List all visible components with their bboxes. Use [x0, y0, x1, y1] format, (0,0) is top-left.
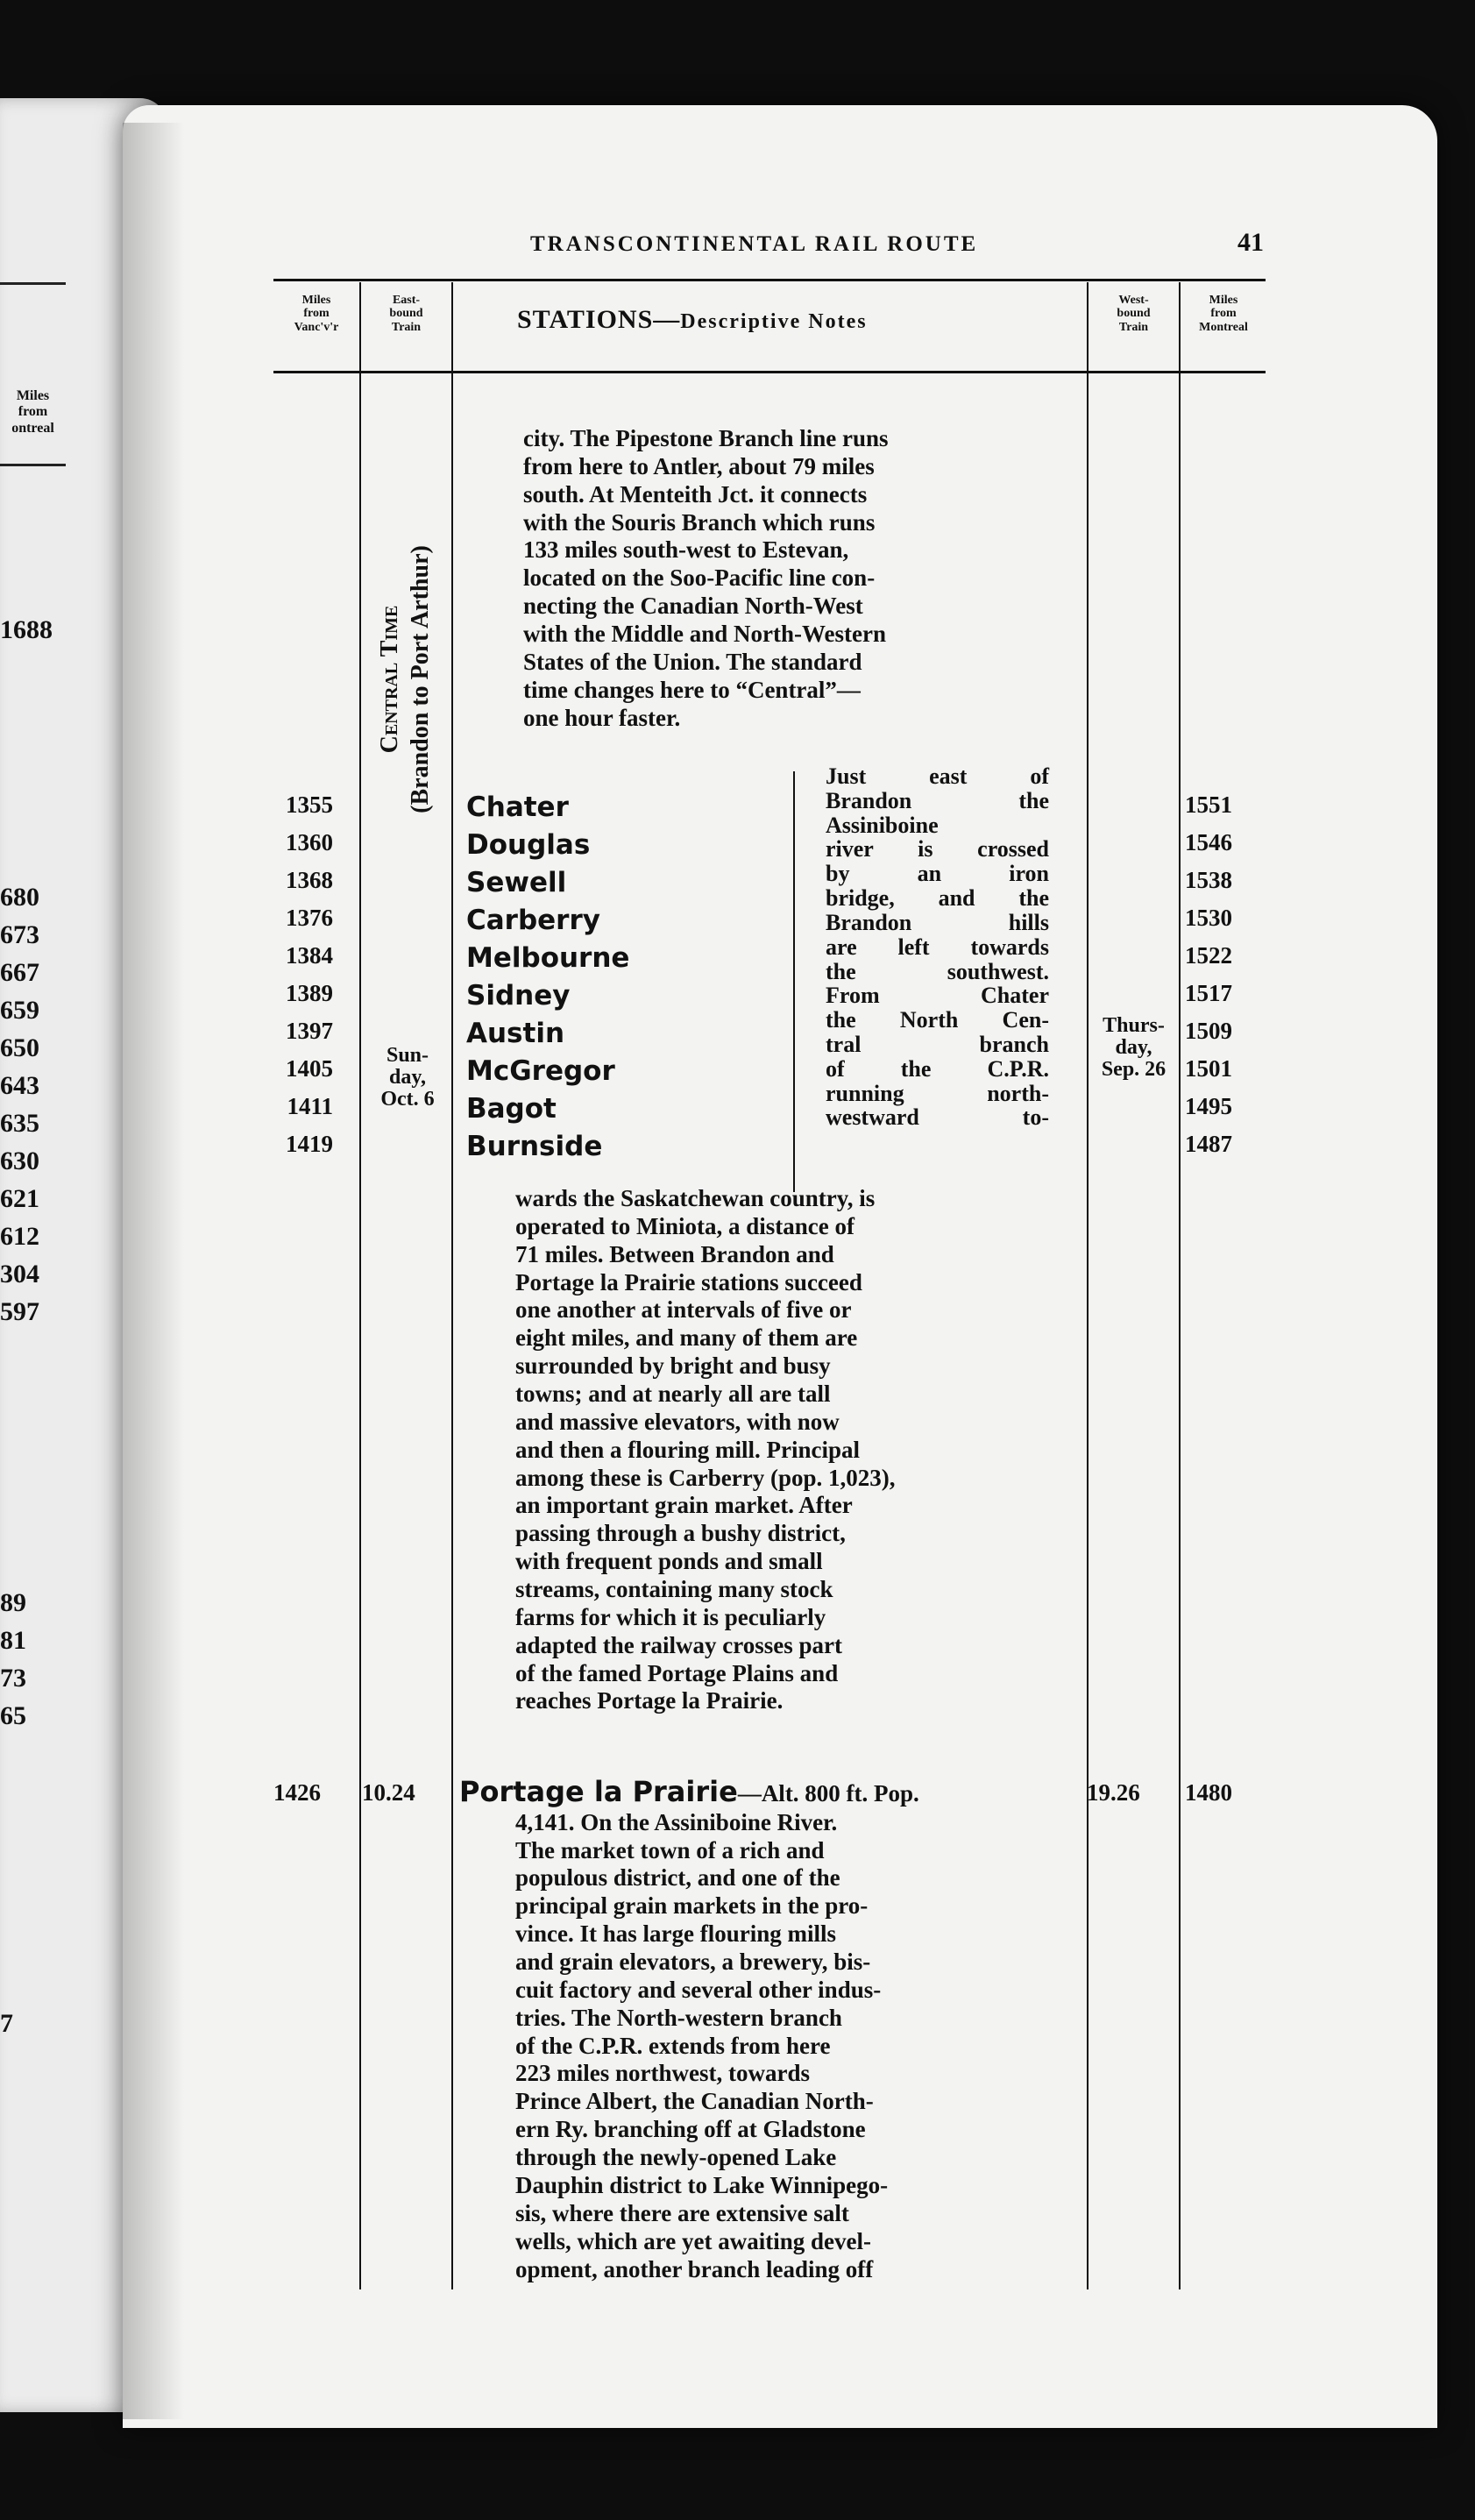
portage-description — [459, 1809, 1042, 2284]
text-line: States of the Union. The standard — [523, 648, 862, 675]
miles-from-montreal: 1551 — [1185, 791, 1232, 818]
text-line: 223 miles northwest, towards — [515, 2060, 810, 2087]
miles-from-montreal: 1538 — [1185, 867, 1232, 893]
descriptive-notes-label: Descriptive Notes — [680, 310, 868, 333]
text-line: tral branch — [826, 1031, 1049, 1057]
text-line: 4,141. On the Assiniboine River. — [515, 1808, 838, 1835]
station-row — [0, 1131, 1475, 1168]
text-line: Brandon hills — [826, 909, 1049, 935]
text-line: with the Middle and North-Western — [523, 621, 886, 648]
text-line: one another at intervals of five or — [515, 1296, 852, 1324]
miles-from-vancouver-header: Miles from Vanc'v'r — [294, 294, 339, 334]
stations-descriptive-notes-header — [517, 305, 868, 335]
left-page-column-header: Miles from ontreal — [0, 282, 66, 466]
left-page-number: 7 — [0, 2009, 13, 2038]
text-line: bridge, and the — [826, 885, 1049, 912]
text-line: running north- — [826, 1080, 1049, 1106]
left-page-number: 635 — [0, 1109, 39, 1138]
text-line: and grain elevators, a brewery, bis- — [515, 1949, 871, 1976]
running-head: TRANSCONTINENTAL RAIL ROUTE — [530, 232, 979, 256]
text-line: The market town of a rich and — [515, 1836, 825, 1863]
left-page-number: 1688 — [0, 615, 53, 644]
left-page-number: 630 — [0, 1146, 39, 1175]
left-page-number: 65 — [0, 1701, 26, 1730]
text-line: wards the Saskatchewan country, is — [515, 1185, 876, 1211]
miles-from-montreal: 1522 — [1185, 942, 1232, 969]
portage-miles-from-montreal: 1480 — [1185, 1779, 1232, 1806]
text-line: sis, where there are extensive salt — [515, 2199, 849, 2226]
miles-from-montreal: 1530 — [1185, 905, 1232, 931]
left-page-number: 81 — [0, 1626, 26, 1655]
text-line: passing through a bushy district, — [515, 1520, 846, 1547]
text-line: Dauphin district to Lake Winnipego- — [515, 2171, 889, 2198]
text-line: are left towards — [826, 933, 1049, 960]
miles-from-montreal: 1509 — [1185, 1018, 1232, 1044]
westbound-train-header: West- bound Train — [1117, 294, 1151, 334]
text-line: of the C.P.R. — [826, 1055, 1049, 1082]
text-line: eight miles, and many of them are — [515, 1324, 858, 1352]
text-line: Assiniboine — [826, 812, 939, 838]
text-line: time changes here to “Central”— — [523, 676, 861, 703]
text-line: towns; and at nearly all are tall — [515, 1381, 831, 1408]
page-number: 41 — [1237, 228, 1264, 257]
continuation-paragraph — [515, 1185, 1046, 1715]
text-line: streams, containing many stock — [515, 1576, 833, 1603]
station-row — [0, 905, 1475, 941]
left-page-number: 673 — [0, 920, 39, 949]
left-page-number: 659 — [0, 996, 39, 1025]
text-line: vince. It has large flouring mills — [515, 1920, 836, 1948]
eastbound-train-header: East- bound Train — [389, 294, 423, 334]
text-line: surrounded by bright and busy — [515, 1352, 831, 1380]
station-row — [0, 1018, 1475, 1054]
text-line: of the famed Portage Plains and — [515, 1659, 839, 1686]
station-name: Portage la Prairie — [459, 1775, 738, 1808]
miles-from-vancouver: 1355 — [286, 791, 333, 818]
miles-from-montreal: 1501 — [1185, 1055, 1232, 1082]
station-name: Melbourne — [466, 942, 630, 974]
text-line: principal grain markets in the pro- — [515, 1892, 869, 1920]
text-line: of the C.P.R. extends from here — [515, 2032, 831, 2059]
text-line: located on the Soo-Pacific line con- — [523, 564, 876, 592]
westbound-day: Thurs- day, Sep. 26 — [1101, 1014, 1167, 1082]
text-line: the southwest. — [826, 958, 1049, 984]
text-line: among these is Carberry (pop. 1,023), — [515, 1464, 896, 1491]
left-page-number: 650 — [0, 1033, 39, 1062]
intro-paragraph — [523, 425, 1053, 732]
left-page-number: 667 — [0, 958, 39, 987]
central-time-label: Central Time — [376, 605, 403, 754]
station-row — [0, 787, 1475, 828]
miles-from-vancouver: 1368 — [286, 867, 333, 893]
left-page-number: 73 — [0, 1664, 26, 1693]
text-line: necting the Canadian North-West — [523, 593, 863, 620]
text-line: by an iron — [826, 861, 1049, 887]
left-page-number: 621 — [0, 1184, 39, 1213]
portage-heading-line — [459, 1776, 1042, 1809]
miles-from-montreal-header: Miles from Montreal — [1199, 294, 1248, 334]
text-line: Just east of — [826, 763, 1049, 789]
text-line: 71 miles. Between Brandon and — [515, 1240, 834, 1267]
text-line: 133 miles south-west to Estevan, — [523, 536, 849, 564]
text-line: from here to Antler, about 79 miles — [523, 452, 875, 479]
miles-from-vancouver: 1389 — [286, 980, 333, 1006]
station-name: Bagot — [466, 1093, 557, 1125]
miles-from-vancouver: 1384 — [286, 942, 333, 969]
text-line: wells, which are yet awaiting devel- — [515, 2227, 871, 2254]
station-row — [0, 942, 1475, 979]
text-line: From Chater — [826, 983, 1049, 1009]
miles-from-montreal: 1546 — [1185, 829, 1232, 855]
station-row — [0, 1093, 1475, 1130]
text-line: one hour faster. — [523, 704, 681, 731]
brandon-port-arthur-label: (Brandon to Port Arthur) — [407, 545, 434, 813]
miles-from-vancouver: 1411 — [287, 1093, 333, 1119]
miles-from-vancouver: 1360 — [286, 829, 333, 855]
text-line: Portage la Prairie stations succeed — [515, 1268, 862, 1295]
column-divider — [451, 282, 453, 2289]
portage-la-prairie-entry — [459, 1776, 1042, 2283]
text-line: westward to- — [826, 1104, 1049, 1131]
station-row — [0, 1055, 1475, 1092]
miles-from-vancouver: 1376 — [286, 905, 333, 931]
miles-from-montreal: 1487 — [1185, 1131, 1232, 1157]
text-line: reaches Portage la Prairie. — [515, 1687, 784, 1714]
station-name: Douglas — [466, 829, 591, 861]
text-line: and massive elevators, with now — [515, 1408, 840, 1435]
text-line: cuit factory and several other indus- — [515, 1976, 882, 2003]
text-line: with the Souris Branch which runs — [523, 508, 876, 536]
station-name: Chater — [466, 791, 569, 823]
station-name: Carberry — [466, 905, 600, 936]
station-row — [0, 867, 1475, 904]
miles-from-montreal: 1517 — [1185, 980, 1232, 1006]
left-page-number: 680 — [0, 883, 39, 912]
text-line: tries. The North-western branch — [515, 2004, 842, 2031]
portage-heading-rest: —Alt. 800 ft. Pop. — [737, 1780, 919, 1807]
left-page-number: 597 — [0, 1297, 39, 1326]
stations-header-label: STATIONS— — [517, 305, 681, 334]
column-divider — [1179, 282, 1181, 2289]
portage-westbound-time: 19.26 — [1087, 1779, 1140, 1806]
miles-from-montreal: 1495 — [1185, 1093, 1232, 1119]
left-page-number: 89 — [0, 1588, 26, 1617]
station-name: Burnside — [466, 1131, 603, 1162]
miles-from-vancouver: 1405 — [286, 1055, 333, 1082]
side-note — [826, 764, 1049, 1130]
column-divider — [1087, 282, 1089, 2289]
text-line: with frequent ponds and small — [515, 1548, 823, 1575]
text-line: Brandon the — [826, 787, 1049, 813]
table-header-rule — [273, 371, 1266, 373]
table-top-rule — [273, 279, 1266, 281]
left-page-number: 304 — [0, 1260, 39, 1288]
text-line: operated to Miniota, a distance of — [515, 1212, 855, 1239]
miles-from-vancouver: 1419 — [286, 1131, 333, 1157]
portage-eastbound-time: 10.24 — [362, 1779, 415, 1806]
text-line: the North Cen- — [826, 1007, 1049, 1033]
text-line: ern Ry. branching off at Gladstone — [515, 2116, 866, 2143]
portage-miles-from-vancouver: 1426 — [273, 1779, 321, 1806]
station-name: McGregor — [466, 1055, 615, 1087]
station-name: Sidney — [466, 980, 571, 1012]
text-line: city. The Pipestone Branch line runs — [523, 425, 889, 451]
station-name: Austin — [466, 1018, 565, 1049]
station-name: Sewell — [466, 867, 567, 898]
text-line: opment, another branch leading off — [515, 2255, 874, 2282]
text-line: Prince Albert, the Canadian North- — [515, 2088, 874, 2115]
left-page-number: 643 — [0, 1071, 39, 1100]
text-line: river is crossed — [826, 836, 1049, 862]
miles-from-vancouver: 1397 — [286, 1018, 333, 1044]
text-line: and then a flouring mill. Principal — [515, 1436, 861, 1463]
text-line: adapted the railway crosses part — [515, 1631, 842, 1658]
gutter-shadow — [123, 123, 184, 2419]
text-line: populous district, and one of the — [515, 1864, 840, 1892]
left-page-number: 612 — [0, 1222, 39, 1251]
text-line: an important grain market. After — [515, 1492, 853, 1519]
text-line: farms for which it is peculiarly — [515, 1603, 826, 1630]
text-line: through the newly-opened Lake — [515, 2144, 837, 2171]
station-row — [0, 980, 1475, 1017]
text-line: south. At Menteith Jct. it connects — [523, 480, 868, 508]
eastbound-day: Sun- day, Oct. 6 — [380, 1044, 435, 1111]
station-row — [0, 829, 1475, 866]
